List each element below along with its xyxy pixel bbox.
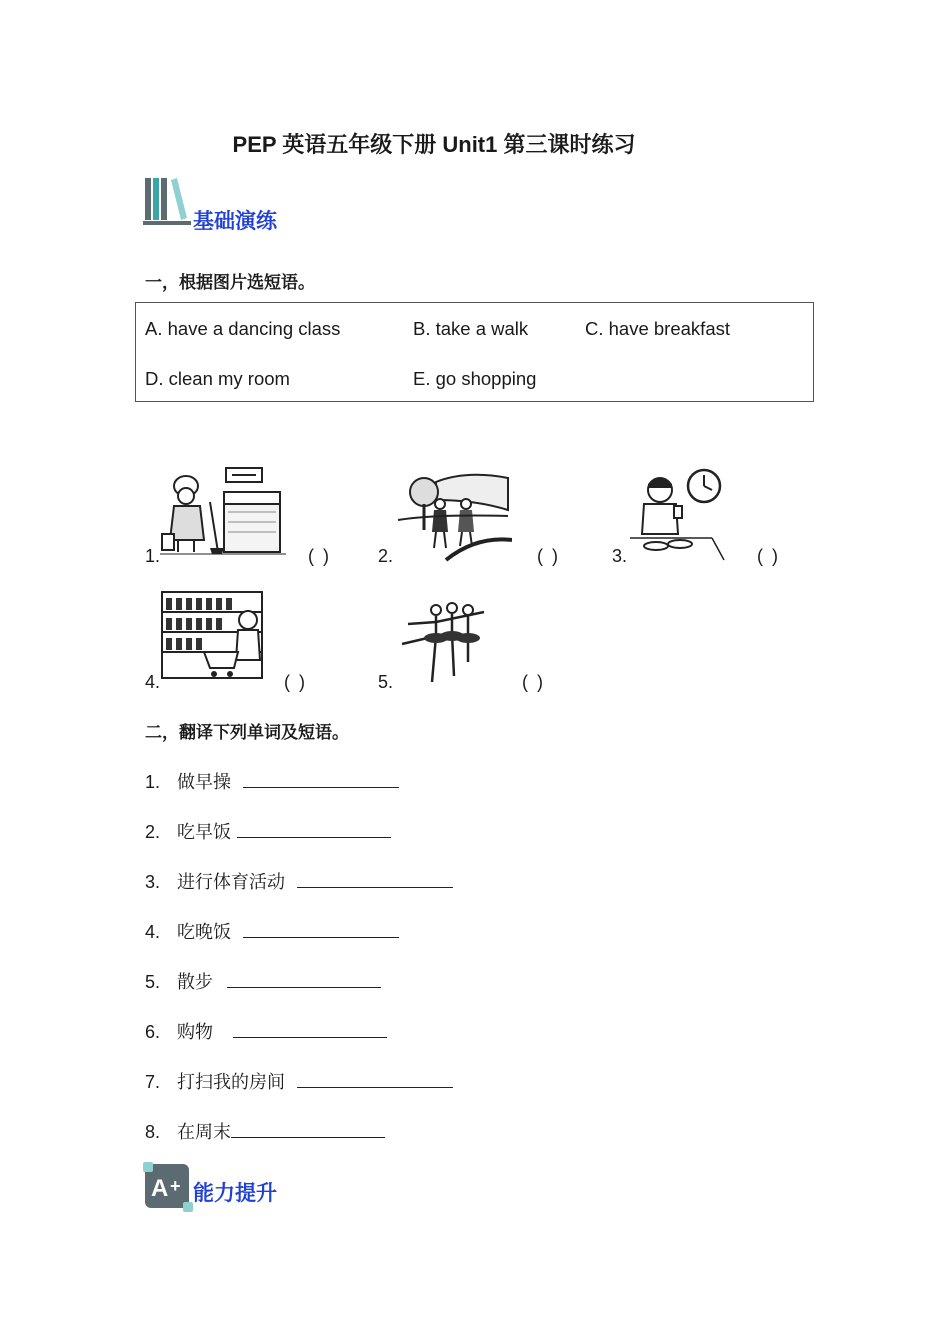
answer-parentheses[interactable]: ( ) [537, 546, 560, 566]
answer-blank[interactable] [231, 1119, 385, 1138]
answer-blank[interactable] [243, 919, 399, 938]
item-chinese-text: 进行体育活动 [177, 872, 285, 892]
answer-blank[interactable] [227, 969, 381, 988]
item-chinese-text: 吃早饭 [177, 822, 231, 842]
item-number: 2. [145, 822, 161, 842]
item-number: 7. [145, 1072, 161, 1092]
svg-text:A: A [151, 1175, 169, 1202]
books-icon [143, 174, 191, 226]
translation-item [145, 918, 399, 944]
translation-item [145, 1118, 385, 1144]
question-2-heading: 二，翻译下列单词及短语。 [145, 723, 349, 742]
a-plus-icon [143, 1162, 193, 1212]
item-number: 4. [145, 922, 161, 942]
answer-blank[interactable] [297, 1069, 453, 1088]
boy-eating-breakfast-picture [630, 464, 726, 567]
item-number: 3. [145, 872, 161, 892]
answer-parentheses[interactable]: ( ) [308, 546, 331, 566]
answer-parentheses[interactable]: ( ) [757, 546, 780, 566]
picture-item-number: 1. [145, 546, 161, 566]
answer-blank[interactable] [237, 819, 391, 838]
item-chinese-text: 散步 [177, 972, 213, 992]
translation-item [145, 968, 381, 994]
section-title-basic: 基础演练 [193, 210, 277, 233]
option-d: D. clean my room [145, 368, 290, 389]
answer-parentheses[interactable]: ( ) [284, 672, 307, 692]
item-number: 5. [145, 972, 161, 992]
item-number: 6. [145, 1022, 161, 1042]
people-walking-picture [396, 470, 512, 567]
item-chinese-text: 做早操 [177, 772, 231, 792]
option-a: A. have a dancing class [145, 318, 341, 339]
translation-item [145, 1018, 387, 1044]
item-chinese-text: 吃晚饭 [177, 922, 231, 942]
translation-item [145, 768, 399, 794]
answer-parentheses[interactable]: ( ) [522, 672, 545, 692]
page-title: PEP 英语五年级下册 Unit1 第三课时练习 [232, 132, 636, 157]
answer-blank[interactable] [243, 769, 399, 788]
section-title-advanced: 能力提升 [193, 1182, 277, 1205]
answer-blank[interactable] [297, 869, 453, 888]
translation-item [145, 1068, 453, 1094]
option-e: E. go shopping [413, 368, 537, 389]
item-number: 1. [145, 772, 161, 792]
girl-shopping-cart-picture [160, 590, 268, 687]
answer-blank[interactable] [233, 1019, 387, 1038]
option-c: C. have breakfast [585, 318, 730, 339]
item-chinese-text: 购物 [177, 1022, 213, 1042]
ballet-dancers-picture [398, 598, 490, 695]
picture-item-number: 2. [378, 546, 394, 566]
picture-item-number: 5. [378, 672, 394, 692]
picture-item-number: 3. [612, 546, 628, 566]
item-chinese-text: 在周末 [177, 1122, 231, 1142]
item-chinese-text: 打扫我的房间 [177, 1072, 285, 1092]
svg-text:+: + [170, 1176, 181, 1196]
question-1-heading: 一，根据图片选短语。 [145, 273, 315, 292]
option-b: B. take a walk [413, 318, 529, 339]
translation-item [145, 818, 391, 844]
girl-cleaning-room-picture [160, 462, 286, 563]
item-number: 8. [145, 1122, 161, 1142]
picture-item-number: 4. [145, 672, 161, 692]
translation-item [145, 868, 453, 894]
